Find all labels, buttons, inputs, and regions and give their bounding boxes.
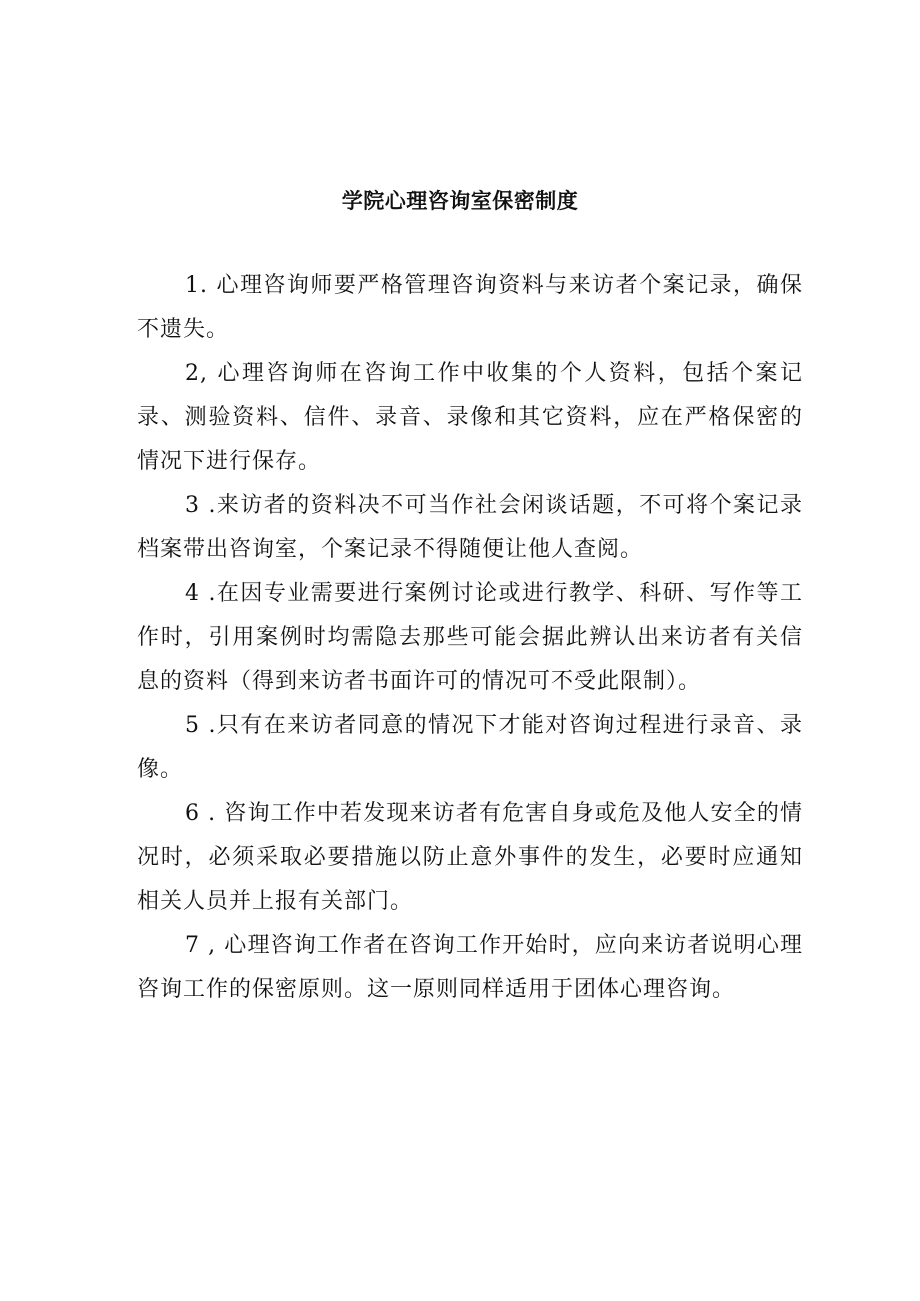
paragraph-4: 4 .在因专业需要进行案例讨论或进行教学、科研、写作等工作时，引用案例时均需隐去那些可能会据此辨认出来访者有关信息的资料（得到来访者书面许可的情况可不受此限制）。 <box>137 581 803 694</box>
document-body <box>137 264 803 1012</box>
paragraph-2: 2, 心理咨询师在咨询工作中收集的个人资料，包括个案记录、测验资料、信件、录音、录像和其它资料，应在严格保密的情况下进行保存。 <box>137 361 803 474</box>
paragraph-6: 6 . 咨询工作中若发现来访者有危害自身或危及他人安全的情况时，必须采取必要措施以防止意外事件的发生，必要时应通知相关人员并上报有关部门。 <box>137 801 803 914</box>
paragraph-5: 5 .只有在来访者同意的情况下才能对咨询过程进行录音、录像。 <box>137 713 803 782</box>
paragraph-1: 1. 心理咨询师要严格管理咨询资料与来访者个案记录，确保不遗失。 <box>137 273 803 342</box>
document-title: 学院心理咨询室保密制度 <box>341 189 579 214</box>
paragraph-3: 3 .来访者的资料决不可当作社会闲谈话题，不可将个案记录档案带出咨询室，个案记录不得随便让他人查阅。 <box>137 493 803 562</box>
paragraph-7: 7 , 心理咨询工作者在咨询工作开始时，应向来访者说明心理咨询工作的保密原则。这一原则同样适用于团体心理咨询。 <box>137 933 803 1002</box>
